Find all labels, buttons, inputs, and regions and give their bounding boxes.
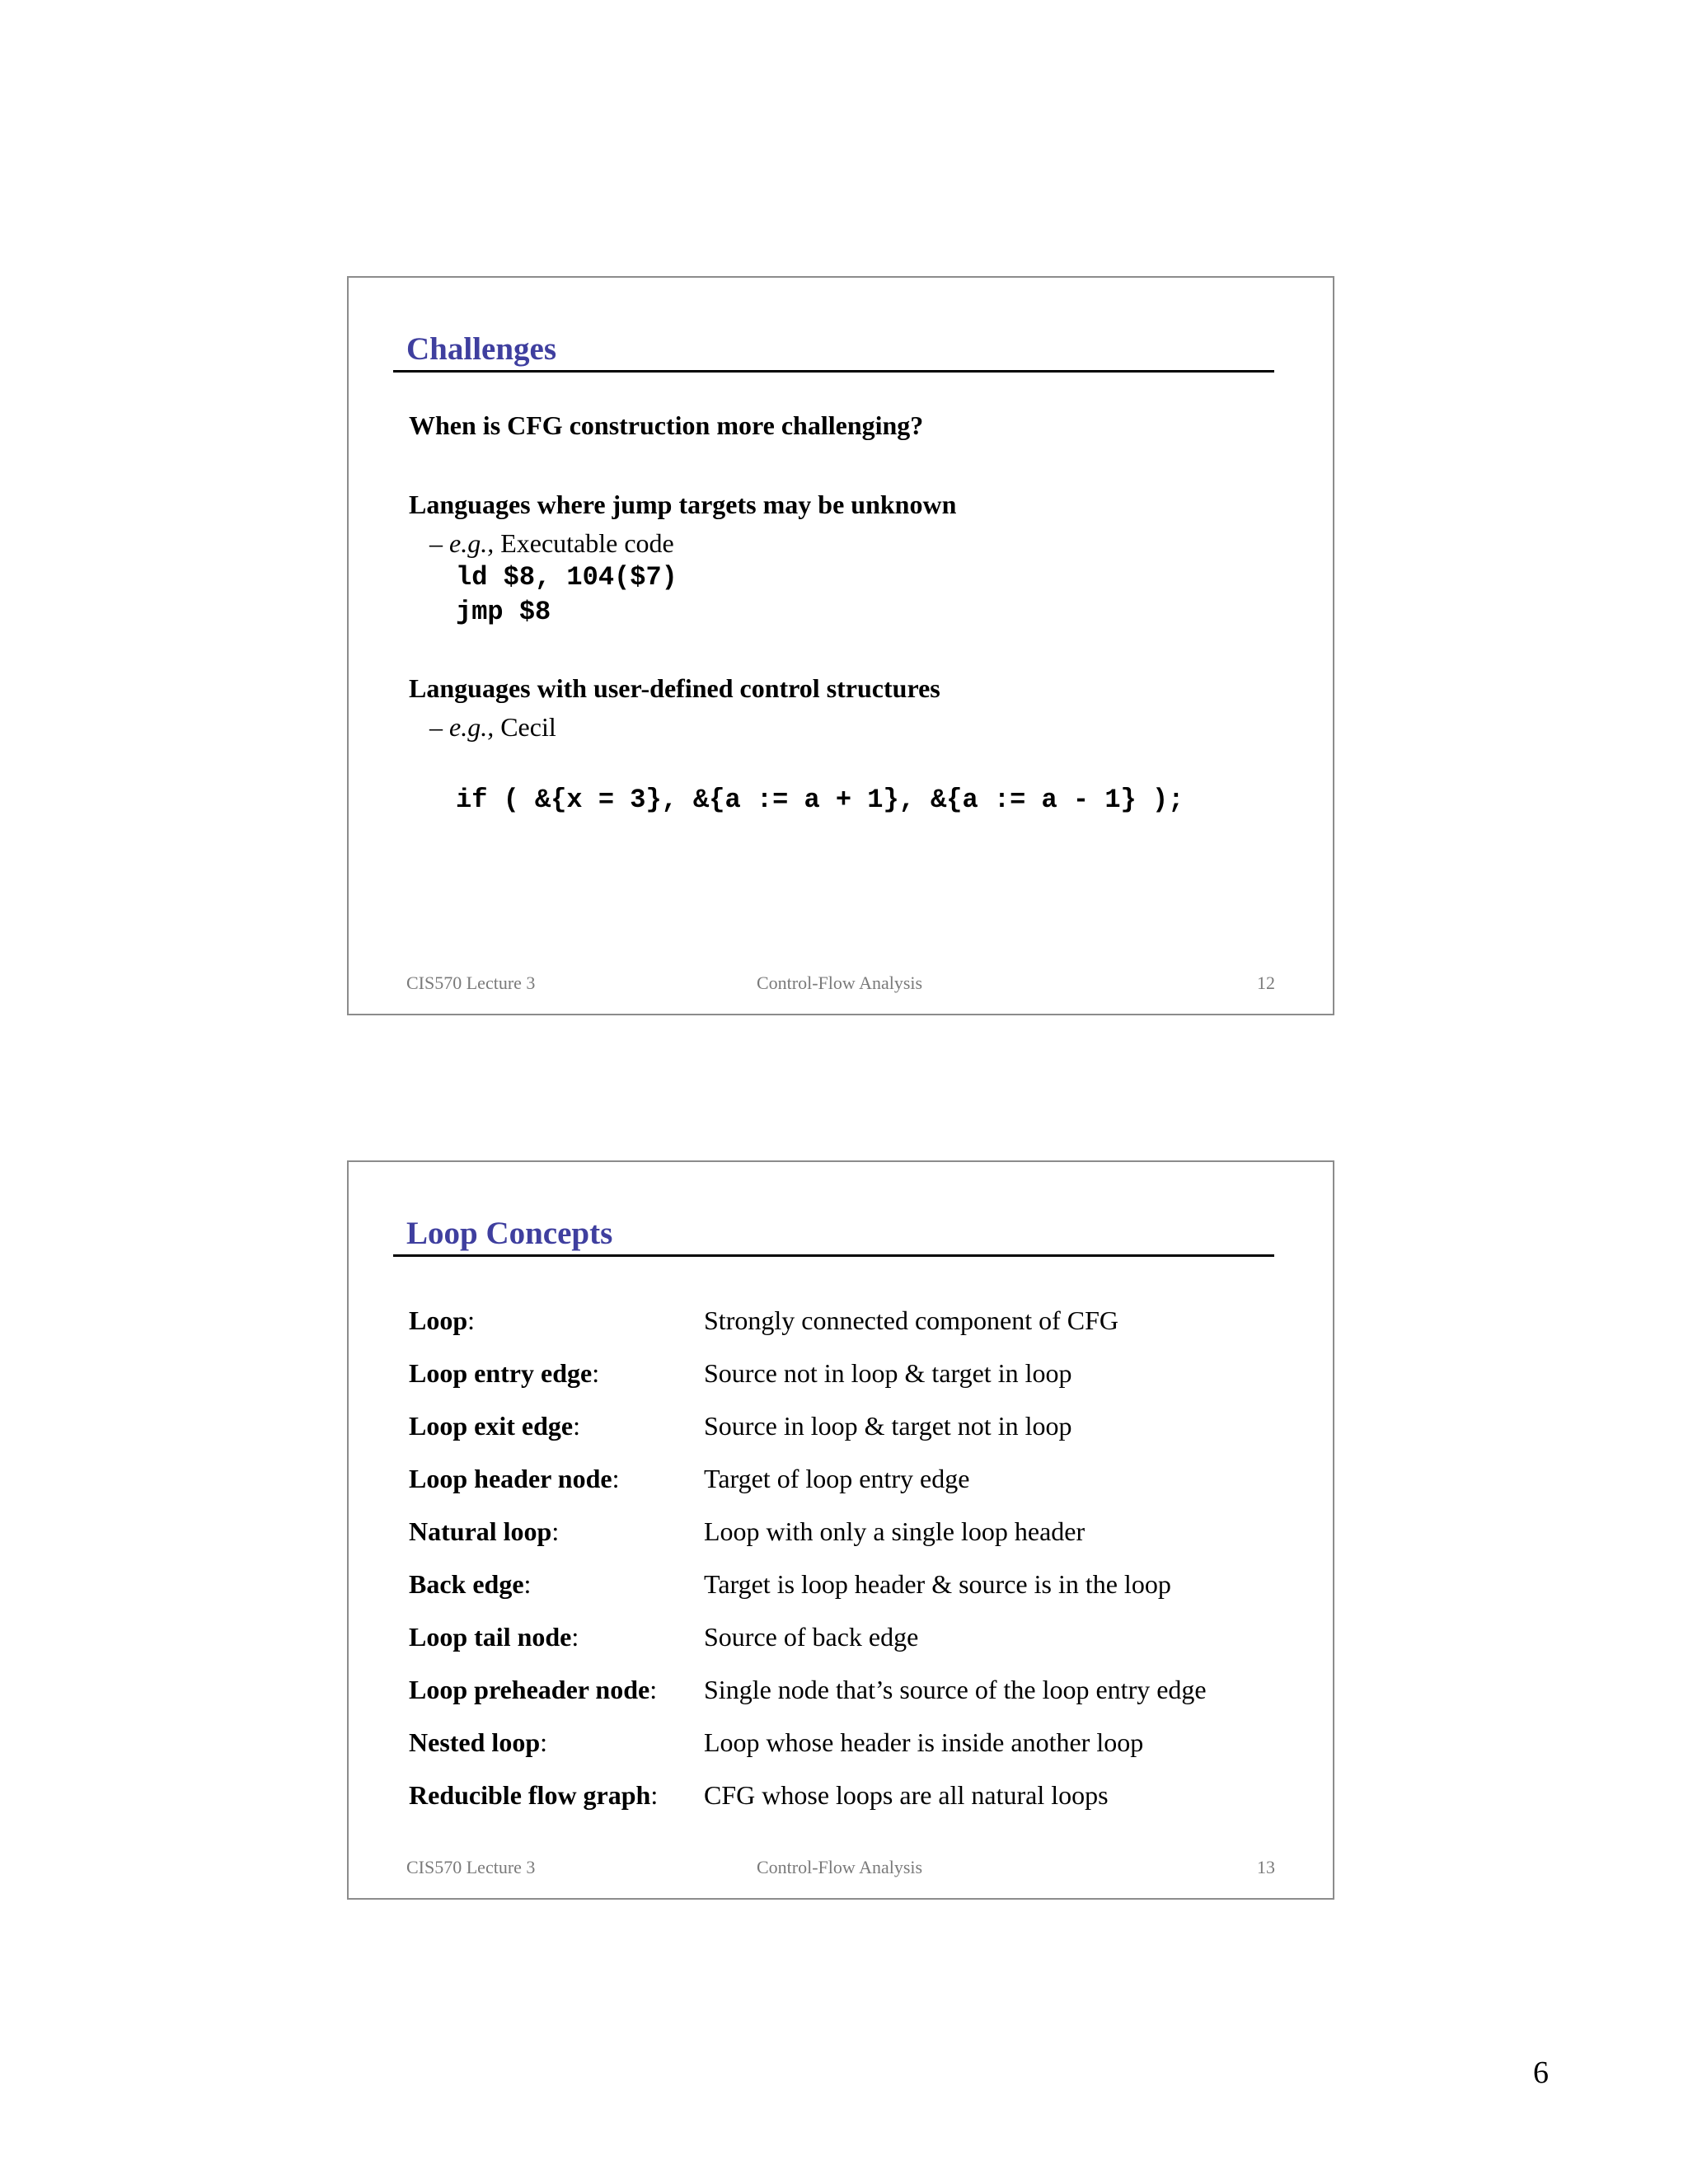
slide-loop-concepts [347, 1160, 1334, 1900]
footer-topic: Control-Flow Analysis [757, 1857, 923, 1877]
page-number: 6 [1533, 2055, 1549, 2090]
definition-description: Source in loop & target not in loop [704, 1411, 1072, 1441]
definition-term: Loop header node: [409, 1464, 620, 1493]
title-rule [393, 370, 1274, 373]
definition-description: Target is loop header & source is in the loop [704, 1569, 1171, 1599]
slide-title: Challenges [406, 331, 557, 367]
question-text: When is CFG construction more challenging? [409, 410, 924, 440]
code-line-if: if ( &{x = 3}, &{a := a + 1}, &{a := a - 1} ); [456, 785, 1184, 815]
eg-label: e.g., [449, 528, 495, 558]
definition-description: CFG whose loops are all natural loops [704, 1780, 1109, 1810]
definition-term: Nested loop: [409, 1727, 547, 1757]
definition-description: Source of back edge [704, 1622, 919, 1652]
footer-slide-number: 13 [1257, 1857, 1275, 1877]
definition-term: Back edge: [409, 1569, 532, 1599]
code-line-ld: ld $8, 104($7) [456, 562, 678, 593]
section-heading-control-structures: Languages with user-defined control structures [409, 673, 940, 703]
definition-description: Loop whose header is inside another loop [704, 1727, 1144, 1757]
definition-description: Loop with only a single loop header [704, 1516, 1085, 1546]
definition-description: Target of loop entry edge [704, 1464, 970, 1493]
sub-item-cecil [429, 714, 556, 740]
slide-title: Loop Concepts [406, 1216, 613, 1251]
dash-marker: – [429, 528, 443, 558]
footer-course: CIS570 Lecture 3 [406, 972, 536, 993]
definition-term: Loop entry edge: [409, 1358, 600, 1388]
footer-course: CIS570 Lecture 3 [406, 1857, 536, 1877]
definition-term: Loop exit edge: [409, 1411, 580, 1441]
dash-marker: – [429, 712, 443, 742]
definition-term: Loop tail node: [409, 1622, 579, 1652]
definition-term: Reducible flow graph: [409, 1780, 659, 1810]
eg-label: e.g., [449, 712, 495, 742]
definition-term: Loop preheader node: [409, 1675, 658, 1704]
footer-slide-number: 12 [1257, 972, 1275, 993]
definition-description: Source not in loop & target in loop [704, 1358, 1072, 1388]
definition-description: Single node that’s source of the loop entry edge [704, 1675, 1207, 1704]
code-line-jmp: jmp $8 [456, 597, 551, 627]
sub-item-executable-code [429, 530, 674, 556]
definition-term: Natural loop: [409, 1516, 560, 1546]
definition-term: Loop: [409, 1305, 476, 1335]
title-rule [393, 1254, 1274, 1257]
slide-challenges [347, 276, 1334, 1015]
section-heading-jump-targets: Languages where jump targets may be unknown [409, 490, 957, 519]
definition-description: Strongly connected component of CFG [704, 1305, 1119, 1335]
sub-item-text: Cecil [500, 712, 556, 742]
sub-item-text: Executable code [500, 528, 674, 558]
footer-topic: Control-Flow Analysis [757, 972, 923, 993]
